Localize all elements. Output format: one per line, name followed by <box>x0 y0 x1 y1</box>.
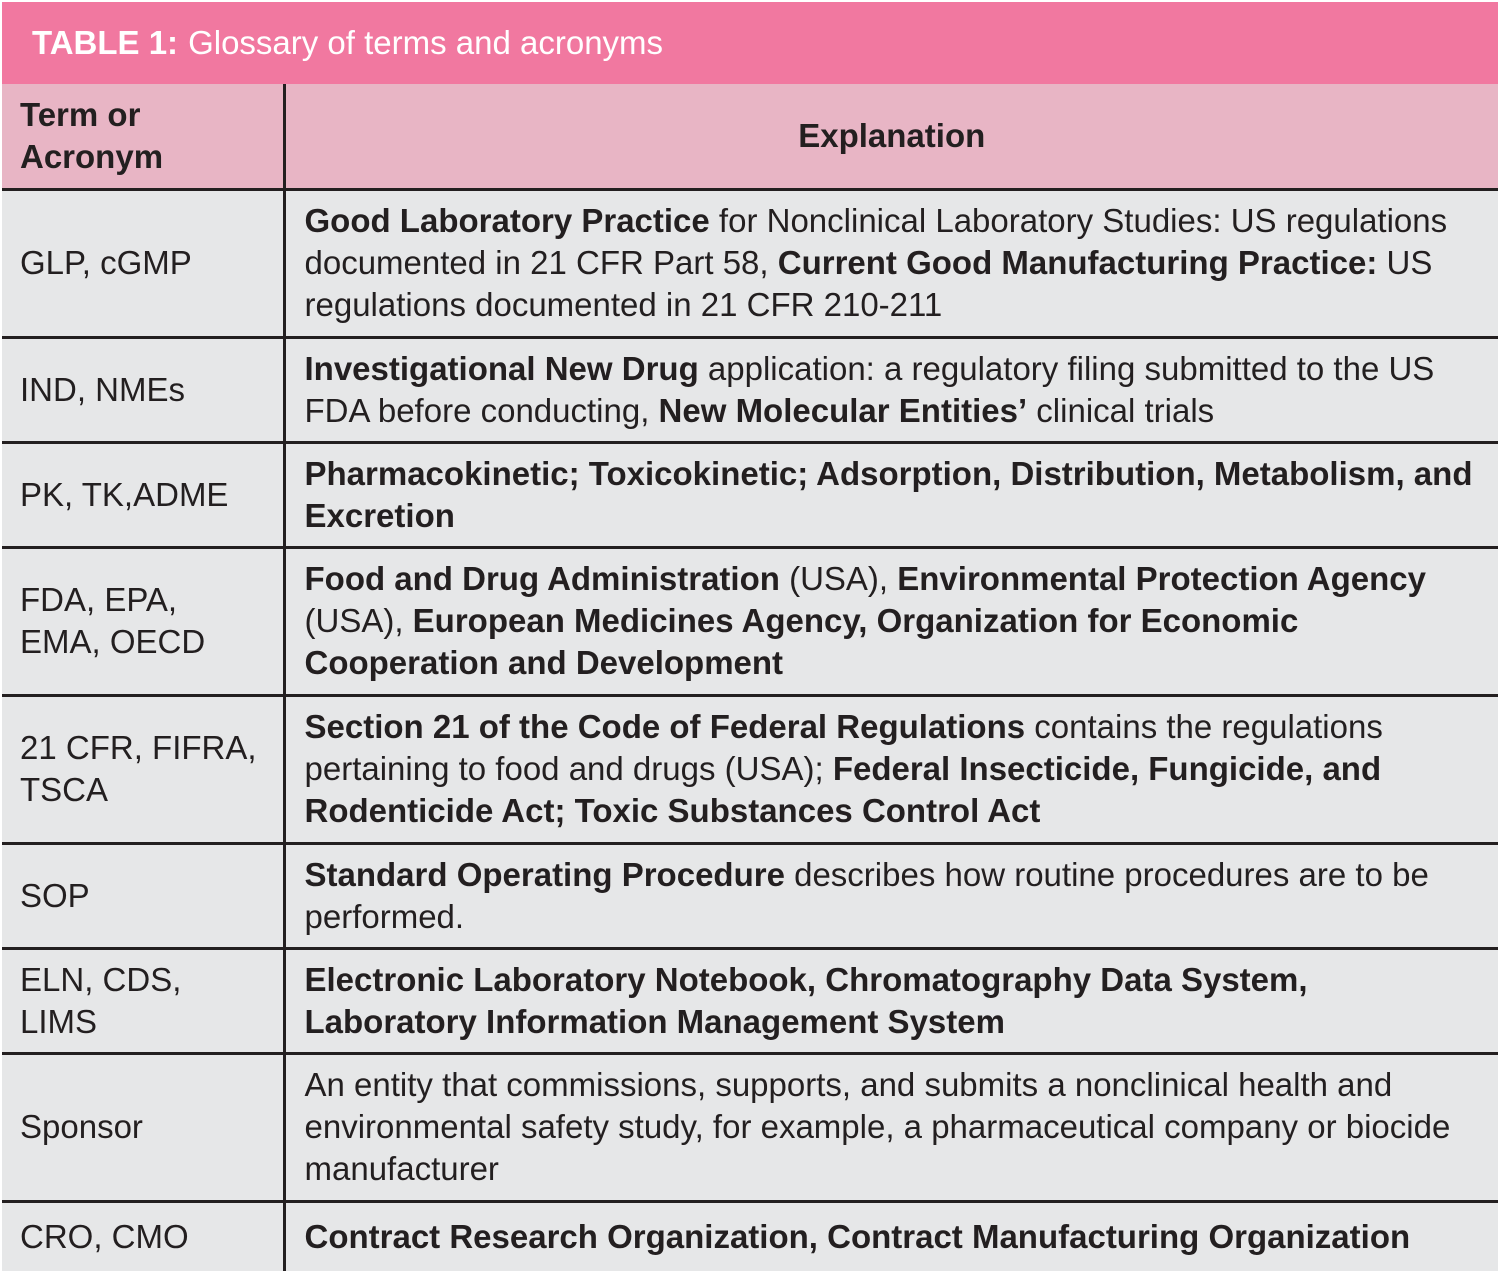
explanation-bold-text: Current Good Manufacturing Practice: <box>777 244 1378 281</box>
explanation-bold-text: Food and Drug Administration <box>304 560 780 597</box>
explanation-cell <box>284 1053 1498 1201</box>
glossary-table <box>2 84 1498 1271</box>
explanation-bold-text: Contract Research Organization, Contract Manufacturing Organization <box>304 1217 1411 1255</box>
term-cell: ELN, CDS, LIMS <box>2 948 284 1053</box>
explanation-cell <box>284 695 1498 843</box>
explanation-bold-text: Investigational New Drug <box>304 349 699 387</box>
glossary-table-container <box>2 2 1498 1271</box>
explanation-bold-text: Standard Operating Procedure <box>304 855 785 893</box>
table-title-bar <box>2 2 1498 84</box>
explanation-text: US regulations documented in 21 CFR 210-211 <box>304 244 1433 323</box>
header-term: Term or Acronym <box>2 84 284 189</box>
table-row <box>2 337 1498 442</box>
explanation-cell <box>284 843 1498 948</box>
table-row <box>2 1201 1498 1271</box>
explanation-text: clinical trials <box>1027 391 1215 429</box>
explanation-cell <box>284 337 1498 442</box>
term-cell: IND, NMEs <box>2 337 284 442</box>
term-cell: Sponsor <box>2 1053 284 1201</box>
term-cell: FDA, EPA, EMA, OECD <box>2 547 284 695</box>
explanation-bold-text: Electronic Laboratory Notebook, Chromatography Data System, Laboratory Information Management System <box>304 960 1308 1040</box>
table-label: TABLE 1: <box>32 24 179 61</box>
explanation-cell <box>284 948 1498 1053</box>
explanation-bold-text: Pharmacokinetic; Toxicokinetic; Adsorption, Distribution, Metabolism, and Excretion <box>304 454 1473 534</box>
explanation-text: describes how routine procedures are to be performed. <box>304 855 1429 935</box>
explanation-text: contains the regulations pertaining to food and drugs (USA); <box>304 708 1383 787</box>
table-row <box>2 1053 1498 1201</box>
table-row <box>2 843 1498 948</box>
explanation-bold-text: New Molecular Entities’ <box>658 391 1028 429</box>
explanation-bold-text: Federal Insecticide, Fungicide, and Rodenticide Act; Toxic Substances Control Act <box>304 750 1382 829</box>
table-row <box>2 442 1498 547</box>
table-row <box>2 189 1498 337</box>
header-row <box>2 84 1498 189</box>
explanation-cell <box>284 547 1498 695</box>
table-row <box>2 948 1498 1053</box>
explanation-text: An entity that commissions, supports, and submits a nonclinical health and environmental safety study, for example, a pharmaceutical company or biocide manufacturer <box>304 1066 1451 1187</box>
explanation-bold-text: Environmental Protection Agency <box>897 560 1426 597</box>
term-cell: PK, TK,ADME <box>2 442 284 547</box>
explanation-cell <box>284 442 1498 547</box>
explanation-text: application: a regulatory filing submitted to the US FDA before conducting, <box>304 349 1435 429</box>
explanation-text: for Nonclinical Laboratory Studies: US regulations documented in 21 CFR Part 58, <box>304 202 1448 281</box>
header-explanation: Explanation <box>284 84 1498 189</box>
explanation-cell <box>284 1201 1498 1271</box>
term-cell: SOP <box>2 843 284 948</box>
term-cell: 21 CFR, FIFRA, TSCA <box>2 695 284 843</box>
explanation-text: (USA), <box>779 560 898 597</box>
explanation-bold-text: European Medicines Agency, Organization for Economic Cooperation and Development <box>304 602 1299 681</box>
explanation-cell <box>284 189 1498 337</box>
term-cell: CRO, CMO <box>2 1201 284 1271</box>
table-row <box>2 695 1498 843</box>
explanation-bold-text: Section 21 of the Code of Federal Regulations <box>304 708 1026 745</box>
term-cell: GLP, cGMP <box>2 189 284 337</box>
explanation-bold-text: Good Laboratory Practice <box>304 202 710 239</box>
table-row <box>2 547 1498 695</box>
explanation-text: (USA), <box>304 602 413 639</box>
table-body <box>2 189 1498 1271</box>
table-title: Glossary of terms and acronyms <box>188 24 664 61</box>
